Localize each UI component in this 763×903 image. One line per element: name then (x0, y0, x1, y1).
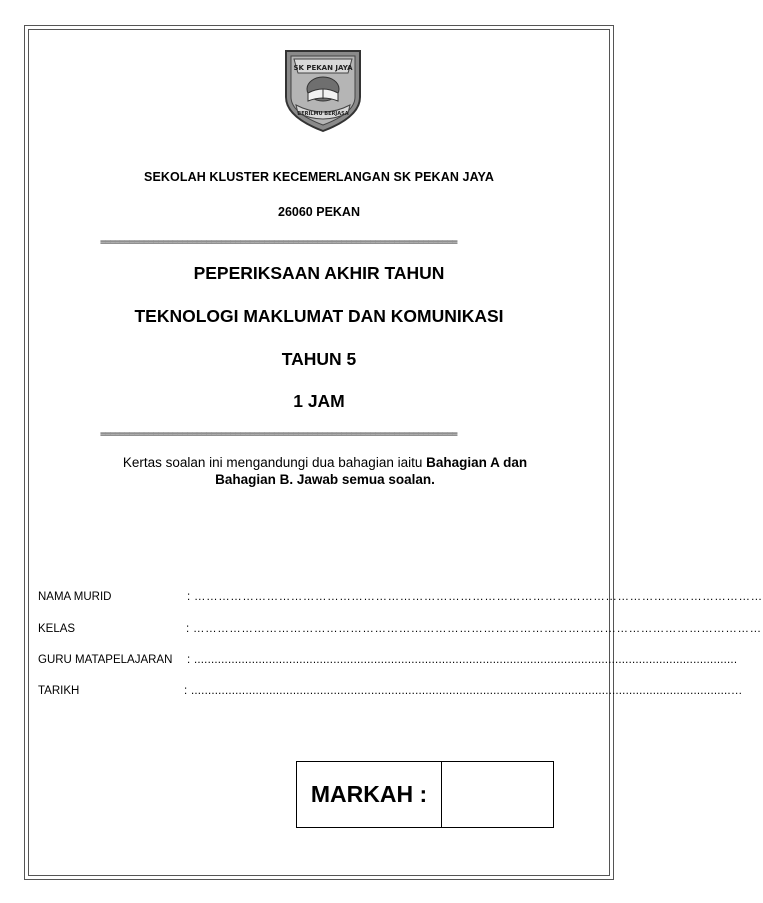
svg-text:SK PEKAN JAYA: SK PEKAN JAYA (293, 64, 353, 72)
field-input-tarikh[interactable]: ...............................................................................................................................................................… (191, 685, 743, 697)
field-label-kelas: KELAS (38, 623, 76, 635)
instructions-text: Kertas soalan ini mengandungi dua bahagian iaitu (122, 455, 427, 470)
divider-line-bottom: ========================================================================== (100, 429, 457, 440)
exam-year: TAHUN 5 (281, 349, 357, 369)
field-input-nama-murid[interactable]: …………………………………………………………………………………………………………………………… (194, 591, 763, 603)
exam-subject: TEKNOLOGI MAKLUMAT DAN KOMUNIKASI (134, 306, 504, 326)
score-box (296, 761, 554, 828)
divider-line-top: ========================================================================== (100, 237, 457, 248)
field-colon-kelas: : (186, 623, 190, 635)
field-label-nama-murid: NAMA MURID (38, 591, 112, 603)
svg-text:BERILMU BERJASA: BERILMU BERJASA (297, 111, 349, 117)
exam-title: PEPERIKSAAN AKHIR TAHUN (193, 263, 445, 283)
instructions-bold-part-a: Bahagian A dan (426, 455, 528, 470)
school-crest-logo (278, 45, 368, 135)
field-label-tarikh: TARIKH (38, 685, 80, 697)
field-colon-nama-murid: : (187, 591, 191, 603)
field-colon-guru-matapelajaran: : (187, 654, 191, 666)
instructions-bold-part-b: Bahagian B. Jawab semua soalan. (215, 472, 435, 487)
score-label: MARKAH : (297, 762, 442, 827)
score-value-cell[interactable] (442, 762, 553, 827)
school-name: SEKOLAH KLUSTER KECEMERLANGAN SK PEKAN JAYA (144, 170, 494, 184)
exam-duration: 1 JAM (293, 391, 345, 411)
field-label-guru-matapelajaran: GURU MATAPELAJARAN (38, 654, 173, 666)
field-input-guru-matapelajaran[interactable]: ................................................................................................................................................................ (194, 654, 738, 666)
instructions (60, 454, 590, 488)
page-border-inner (28, 29, 763, 876)
school-postcode: 26060 PEKAN (278, 205, 360, 219)
field-input-kelas[interactable]: …………………………………………………………………………………………………………………………… (193, 623, 762, 635)
field-colon-tarikh: : (184, 685, 188, 697)
